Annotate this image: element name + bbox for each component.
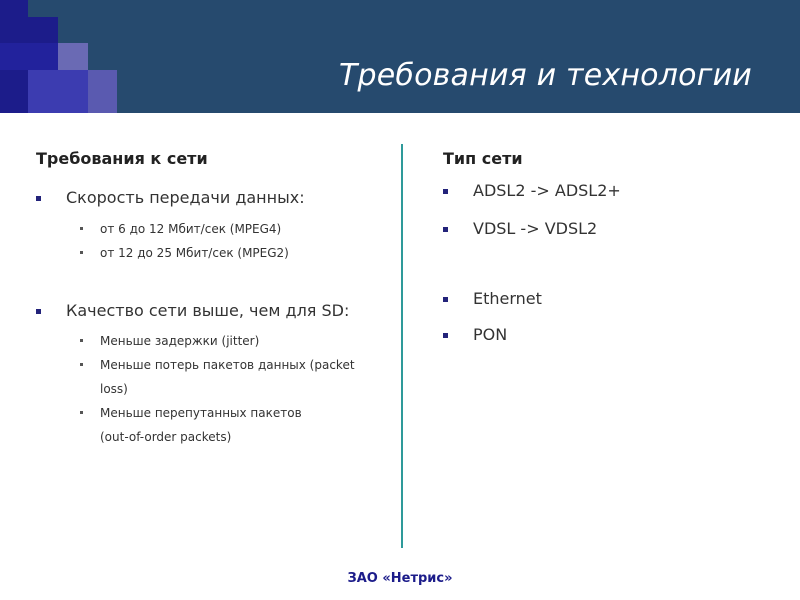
- list-item-label: Скорость передачи данных:: [66, 188, 305, 207]
- sub-list-item: [36, 401, 386, 425]
- sub-list-item-continuation: [36, 377, 386, 401]
- sub-list-item-label: loss): [100, 382, 128, 396]
- square-bullet-icon: [36, 196, 41, 201]
- list-item-label: VDSL -> VDSL2: [473, 219, 598, 238]
- network-type-column: [443, 147, 763, 346]
- network-requirements-column: [36, 147, 386, 449]
- list-item: [443, 218, 763, 240]
- column-heading: Тип сети: [443, 149, 523, 168]
- sub-list-item-label: от 6 до 12 Мбит/сек (MPEG4): [100, 222, 282, 236]
- square-bullet-icon: [443, 333, 448, 338]
- dot-bullet-icon: [80, 227, 83, 230]
- list-item-label: PON: [473, 325, 508, 344]
- square-bullet-icon: [443, 227, 448, 232]
- column-heading: Требования к сети: [36, 149, 208, 168]
- square-bullet-icon: [443, 297, 448, 302]
- slide-title: Требования и технологии: [338, 58, 752, 93]
- column-divider: [401, 144, 403, 548]
- decorative-square: [88, 70, 117, 113]
- dot-bullet-icon: [80, 251, 83, 254]
- list-item: [443, 324, 763, 346]
- sub-list-item-continuation: [36, 425, 386, 449]
- dot-bullet-icon: [80, 363, 83, 366]
- header-band: [0, 0, 800, 113]
- sub-list-item: [36, 353, 386, 377]
- list-item-label: ADSL2 -> ADSL2+: [473, 181, 621, 200]
- sub-list-item-label: Меньше потерь пакетов данных (packet: [100, 358, 355, 372]
- list-item-label: Ethernet: [473, 289, 542, 308]
- list-item: [443, 180, 763, 202]
- square-bullet-icon: [36, 309, 41, 314]
- sub-list-item-label: Меньше перепутанных пакетов: [100, 406, 302, 420]
- decorative-square: [0, 43, 58, 70]
- sub-list-item: [36, 241, 386, 265]
- sub-list-item-label: от 12 до 25 Мбит/сек (MPEG2): [100, 246, 289, 260]
- dot-bullet-icon: [80, 411, 83, 414]
- company-footer: ЗАО «Нетрис»: [347, 571, 453, 586]
- sub-list-item-label: (out-of-order packets): [100, 430, 232, 444]
- sub-list-item: [36, 217, 386, 241]
- decorative-square: [28, 70, 88, 113]
- list-item-label: Качество сети выше, чем для SD:: [66, 301, 350, 320]
- dot-bullet-icon: [80, 339, 83, 342]
- list-item: [36, 187, 386, 209]
- sub-list-item-label: Меньше задержки (jitter): [100, 334, 260, 348]
- list-item: [443, 288, 763, 310]
- square-bullet-icon: [443, 189, 448, 194]
- sub-list-item: [36, 329, 386, 353]
- list-item: [36, 300, 386, 322]
